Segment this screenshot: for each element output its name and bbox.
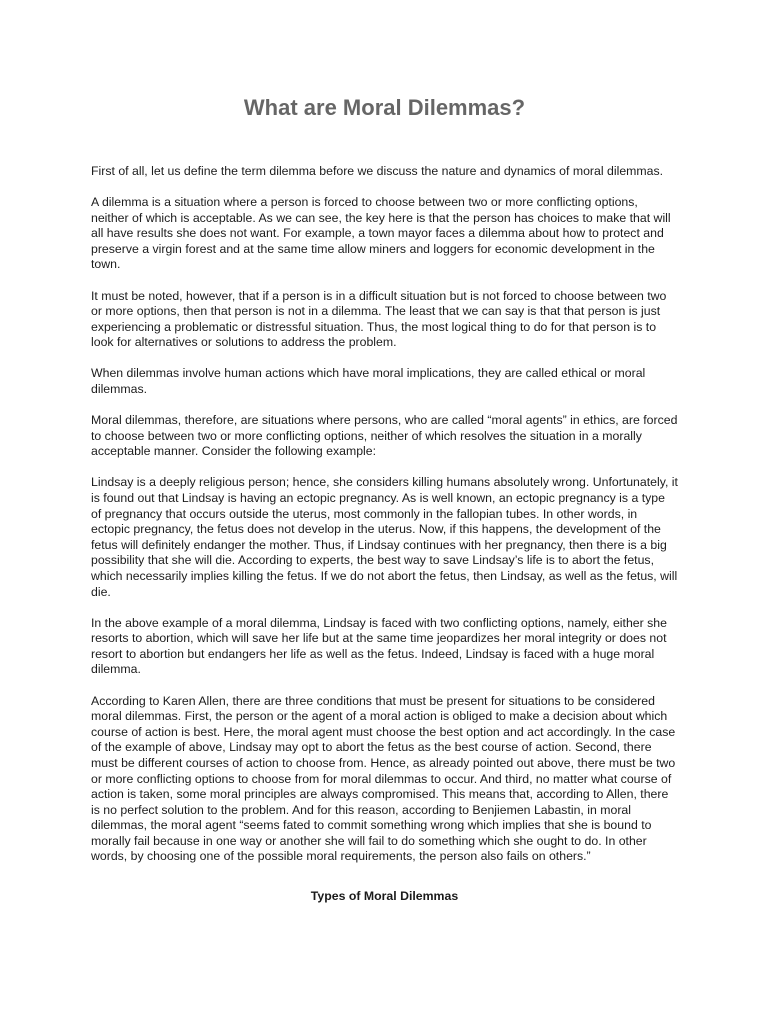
paragraph-7: In the above example of a moral dilemma, Lindsay is faced with two conflicting options, namely, either she resorts to abortion, which will save her life but at the same time jeopardizes her moral integrity or does not resort to abortion but endangers her life as well as the fetus. Indeed, Lindsay is faced with a huge moral dilemma. <box>91 615 667 677</box>
paragraph-4: When dilemmas involve human actions which have moral implications, they are called ethical or moral dilemmas. <box>91 366 646 397</box>
paragraph-8: According to Karen Allen, there are three conditions that must be present for situations to be considered moral dilemmas. First, the person or the agent of a moral action is obliged to make a decision about which course of action is best. Here, the moral agent must choose the best option and act accordingly. In the case of the example of above, Lindsay may opt to abort the fetus as the best course of action. Second, there must be different courses of action to choose from. Hence, as already pointed out above, there must be two or more conflicting options to choose from for moral dilemmas to occur. And third, no matter what course of action is taken, some moral principles are always compromised. This means that, according to Allen, there is no perfect solution to the problem. And for this reason, according to Benjiemen Labastin, in moral dilemmas, the moral agent “seems fated to commit something wrong which implies that she is bound to morally fail because in one way or another she will fail to do something which she ought to do. In other words, by choosing one of the possible moral requirements, the person also fails on others.” <box>91 693 676 864</box>
paragraph-3: It must be noted, however, that if a person is in a difficult situation but is not forced to choose between two or more options, then that person is not in a dilemma. The least that we can say is that that person is just experiencing a problematic or distressful situation. Thus, the most logical thing to do for that person is to look for alternatives or solutions to address the problem. <box>91 288 667 350</box>
paragraph-6: Lindsay is a deeply religious person; hence, she considers killing humans absolutely wrong. Unfortunately, it is found out that Lindsay is having an ectopic pregnancy. As is well known, an ectopic pregnancy is a type of pregnancy that occurs outside the uterus, most commonly in the fallopian tubes. In other words, in ectopic pregnancy, the fetus does not develop in the uterus. Now, if this happens, the development of the fetus will definitely endanger the mother. Thus, if Lindsay continues with her pregnancy, then there is a big possibility that she will die. According to experts, the best way to save Lindsay’s life is to abort the fetus, which necessarily implies killing the fetus. If we do not abort the fetus, then Lindsay, as well as the fetus, will die. <box>91 475 678 599</box>
section-heading: Types of Moral Dilemmas <box>310 889 459 904</box>
paragraph-5: Moral dilemmas, therefore, are situations where persons, who are called “moral agents” in ethics, are forced to choose between two or more conflicting options, neither of which resolves the situation in a morally acceptable manner. Consider the following example: <box>91 413 678 459</box>
paragraph-1: First of all, let us define the term dilemma before we discuss the nature and dynamics of moral dilemmas. <box>91 164 664 178</box>
document-title: What are Moral Dilemmas? <box>243 95 526 120</box>
paragraph-2: A dilemma is a situation where a person is forced to choose between two or more conflicting options, neither of which is acceptable. As we can see, the key here is that the person has choices to make that will all have results she does not want. For example, a town mayor faces a dilemma about how to protect and preserve a virgin forest and at the same time allow miners and loggers for economic development in the town. <box>91 195 671 272</box>
